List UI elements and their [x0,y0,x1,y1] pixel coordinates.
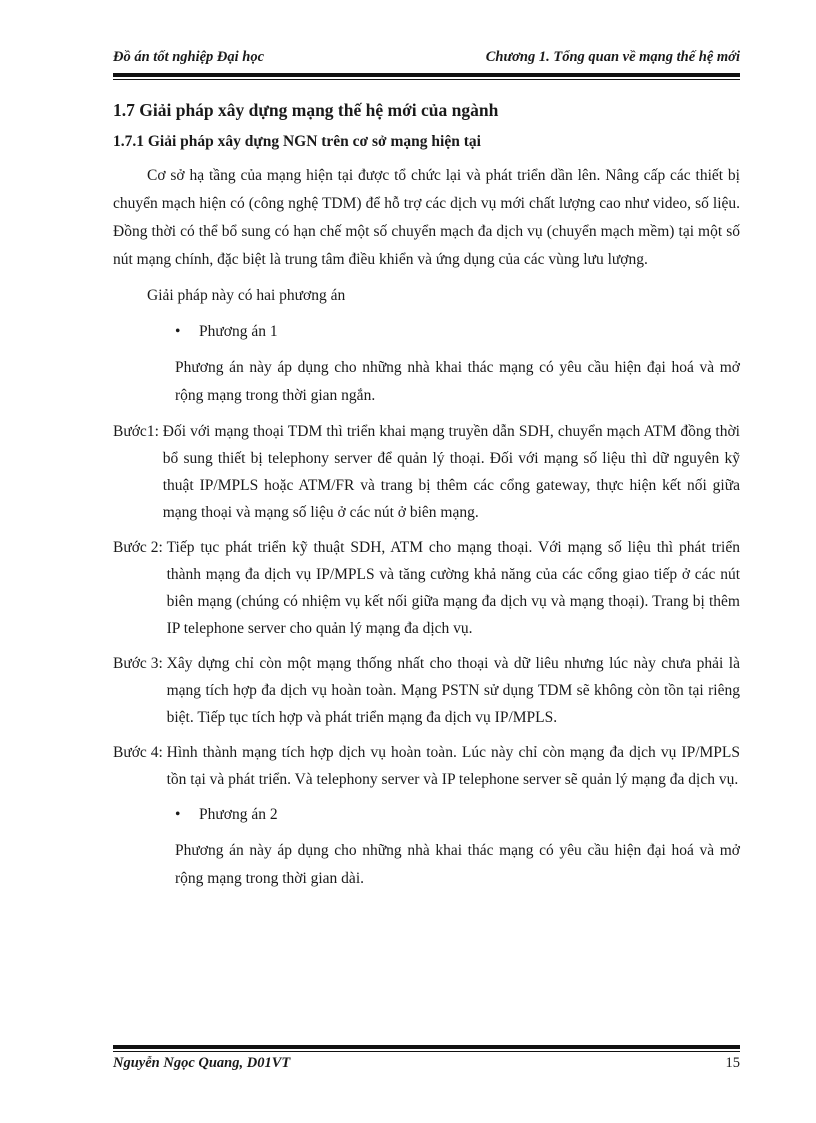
option1-description: Phương án này áp dụng cho những nhà khai thác mạng có yêu cầu hiện đại hoá và mở rộng mạng trong thời gian ngắn. [175,359,740,404]
step-text: Hình thành mạng tích hợp dịch vụ hoàn toàn. Lúc này chỉ còn mạng đa dịch vụ IP/MPLS tồn tại và phát triển. Và telephony server và IP telephone server sẽ quản lý mạng đa dịch vụ. [166,744,740,788]
footer-divider-thick [113,1045,740,1049]
step-item [113,534,740,642]
option2-bullet-item [113,801,740,829]
bullet-icon: • [175,806,181,823]
section-heading: 1.7 Giải pháp xây dựng mạng thế hệ mới của ngành [113,100,499,120]
step-text: Tiếp tục phát triển kỹ thuật SDH, ATM cho mạng thoại. Với mạng số liệu thì phát triển thành mạng đa dịch vụ IP/MPLS và tăng cường khả năng của các cổng giao tiếp ở các nút biên mạng (chúng có nhiệm vụ kết nối giữa mạng đa dịch vụ và mạng thoại). Trang bị thêm IP telephone server cho quản lý mạng đa dịch vụ. [166,539,740,637]
step-label: Bước 3: [113,655,167,672]
step-item [113,650,740,731]
header-divider-thick [113,73,740,77]
option1-label: Phương án 1 [199,323,278,340]
options-intro: Giải pháp này có hai phương án [147,287,346,304]
intro-paragraph: Cơ sở hạ tầng của mạng hiện tại được tổ chức lại và phát triển dần lên. Nâng cấp các thiết bị chuyển mạch hiện có (công nghệ TDM) để hỗ trợ các dịch vụ mới chất lượng cao như video, số liệu. Đồng thời có thể bổ sung có hạn chế một số chuyển mạch đa dịch vụ (chuyển mạch mềm) tại một số nút mạng chính, đặc biệt là trung tâm điều khiển và ứng dụng của các vùng lưu lượng. [113,167,740,268]
footer-author: Nguyễn Ngọc Quang, D01VT [113,1055,291,1071]
page-footer [113,1055,740,1077]
step-label: Bước 2: [113,539,167,556]
step-text: Xây dựng chỉ còn một mạng thống nhất cho thoại và dữ liêu nhưng lúc này chưa phải là mạng tích hợp đa dịch vụ hoàn toàn. Mạng PSTN sử dụng TDM sẽ không còn tồn tại riêng biệt. Tiếp tục tích hợp và phát triển mạng đa dịch vụ IP/MPLS. [166,655,740,726]
page-header [113,49,740,71]
header-divider-thin [113,79,740,80]
step-item [113,418,740,526]
option1-bullet-item [113,318,740,346]
header-chapter-title: Chương 1. Tổng quan về mạng thế hệ mới [485,49,740,65]
bullet-icon: • [175,323,181,340]
step-item [113,739,740,793]
page-number: 15 [725,1055,740,1071]
step-text: Đối với mạng thoại TDM thì triển khai mạng truyền dẫn SDH, chuyển mạch ATM đồng thời bổ sung thiết bị telephony server để quản lý thoại. Đối với mạng số liệu thì dữ nguyên kỹ thuật IP/MPLS hoặc ATM/FR và trang bị thêm các cổng gateway, thực hiện kết nối giữa mạng thoại và mạng số liệu ở các nút ở biên mạng. [162,423,740,521]
step-label: Bước 4: [113,744,167,761]
subsection-heading: 1.7.1 Giải pháp xây dựng NGN trên cơ sở mạng hiện tại [113,133,481,150]
page-body [113,96,740,901]
option2-label: Phương án 2 [199,806,278,823]
option2-description: Phương án này áp dụng cho những nhà khai thác mạng có yêu cầu hiện đại hoá và mở rộng mạng trong thời gian dài. [175,842,740,887]
footer-divider-thin [113,1051,740,1052]
step-label: Bước1: [113,423,163,440]
header-document-title: Đồ án tốt nghiệp Đại học [113,49,265,65]
